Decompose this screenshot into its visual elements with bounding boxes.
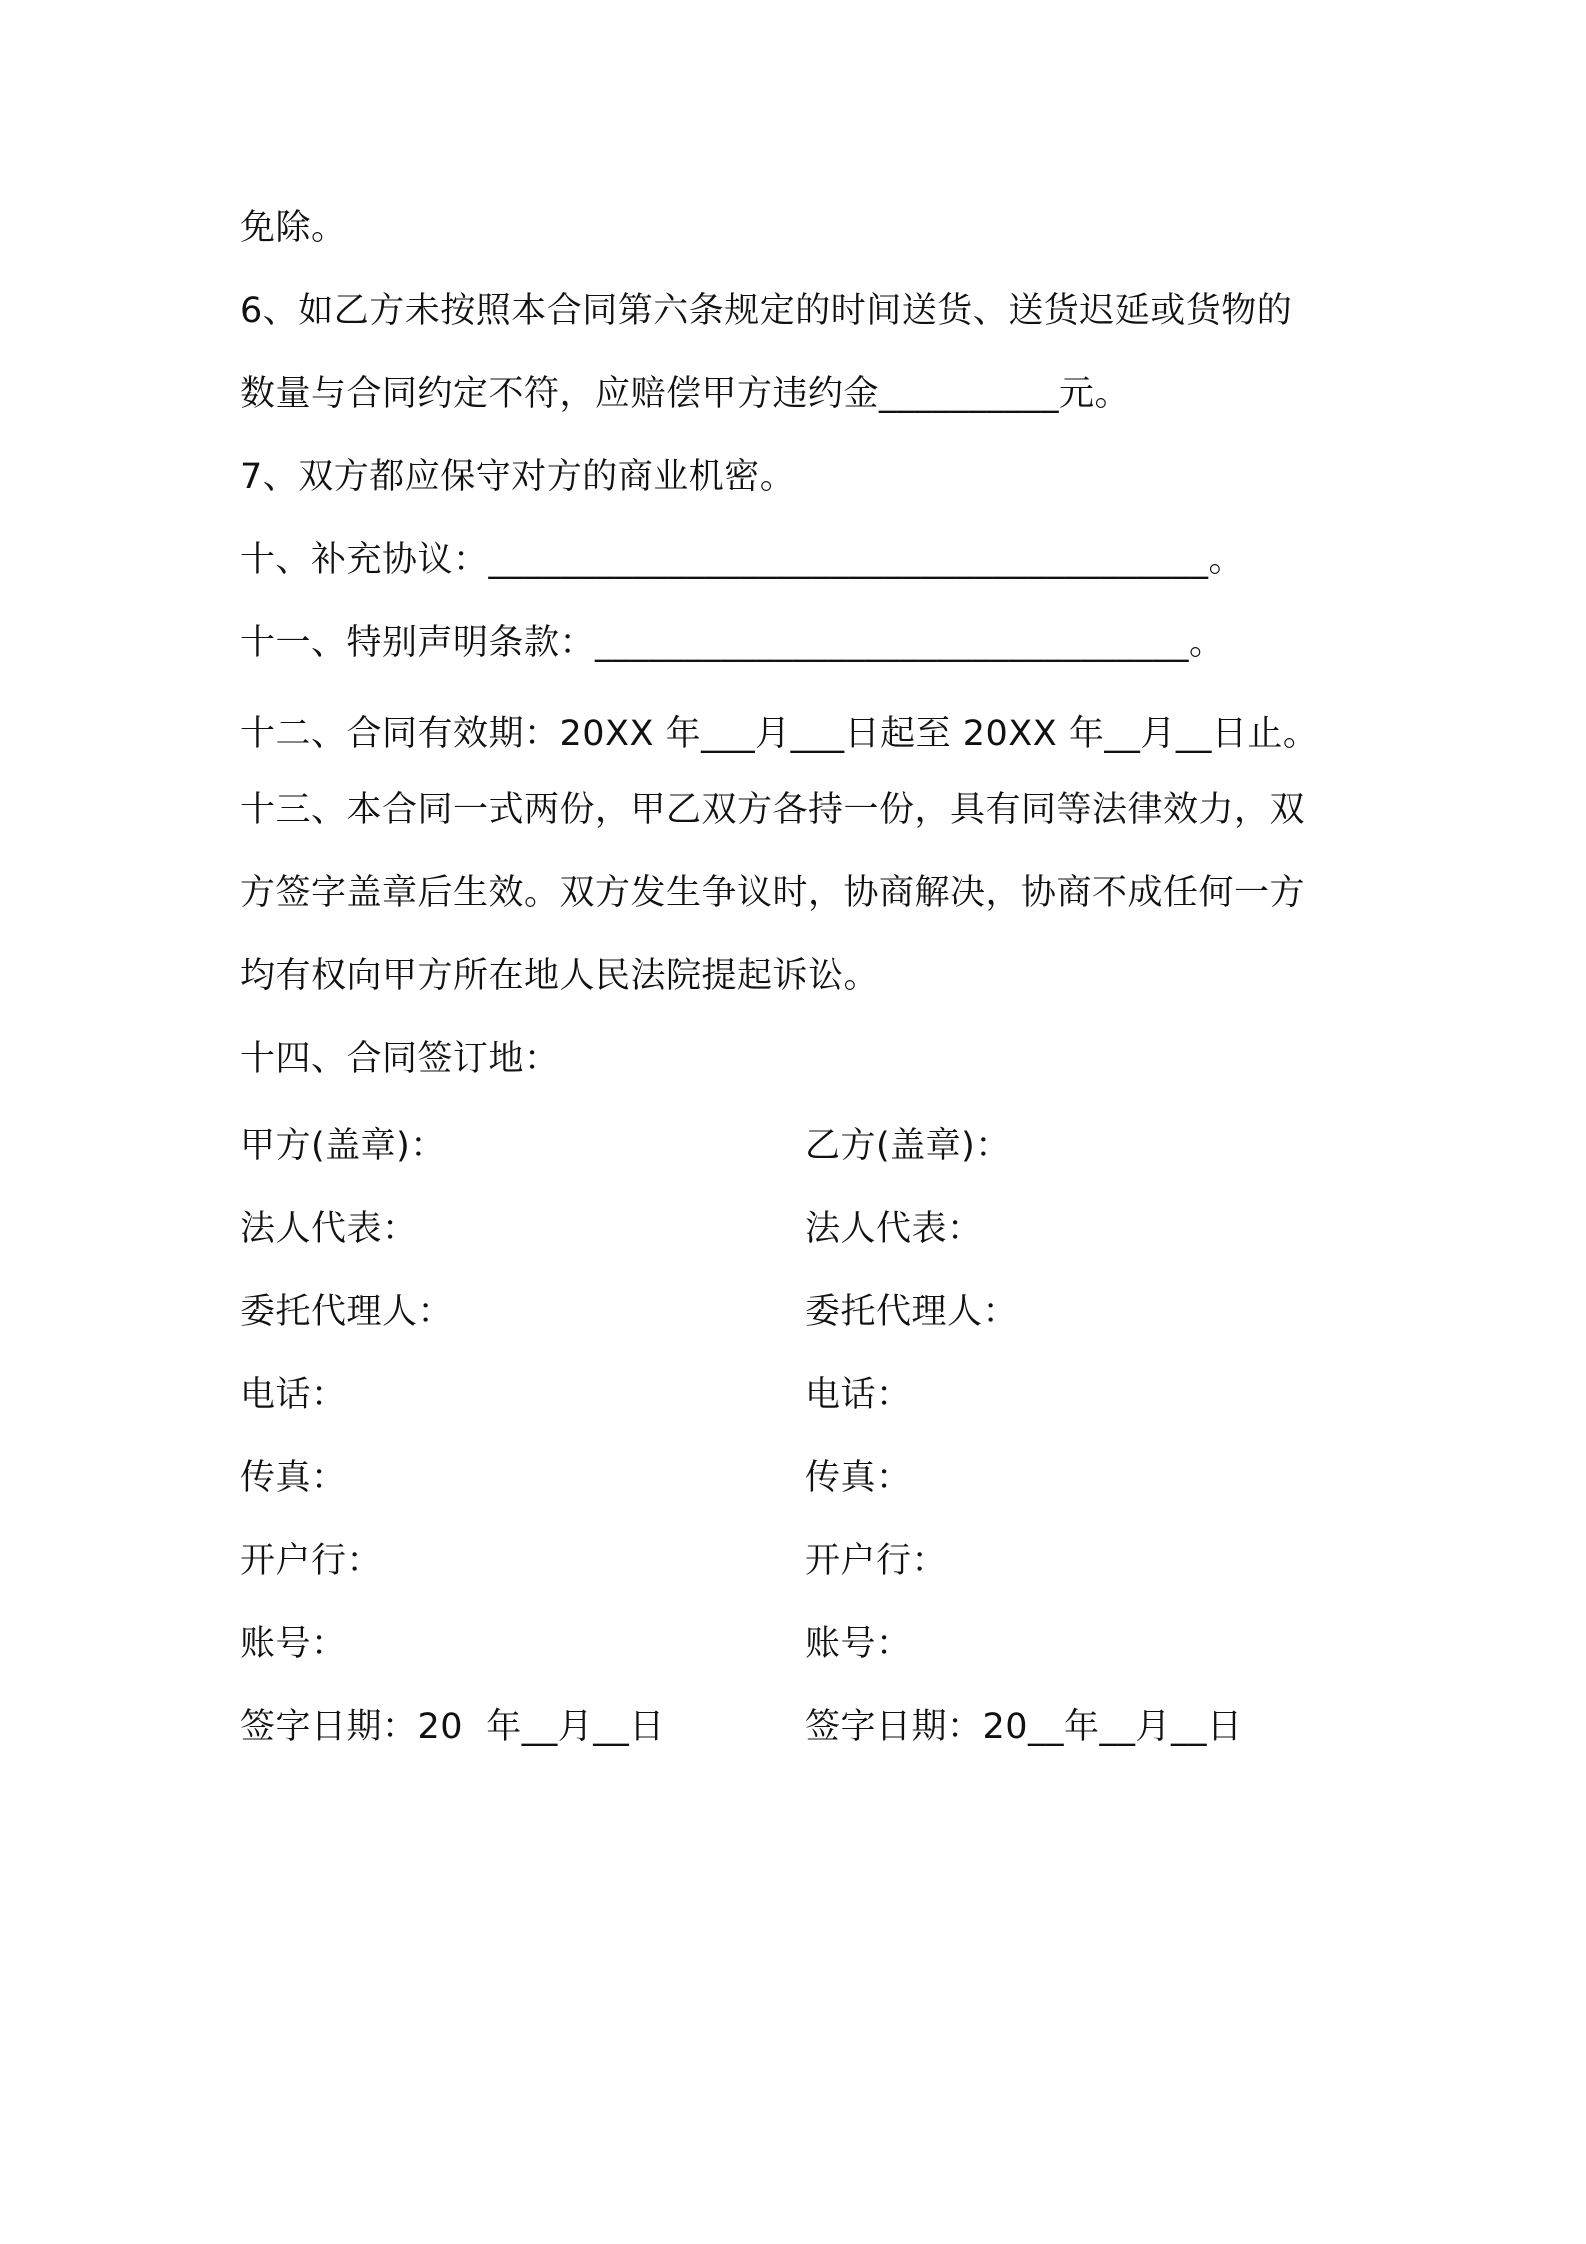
party-a-legal-rep: 法人代表： [240,1209,418,1249]
party-a-agent: 委托代理人： [240,1292,454,1332]
party-a-phone: 电话： [240,1375,347,1415]
party-b-phone: 电话： [805,1375,912,1415]
section-13-line-2: 方签字盖章后生效。双方发生争议时，协商解决，协商不成任何一方 [240,873,1306,913]
clause-6-line-2: 数量与合同约定不符，应赔偿甲方违约金__________元。 [240,374,1131,414]
section-11-special-statement: 十一、特别声明条款：_________________________________。 [240,623,1225,663]
party-a-seal: 甲方(盖章)： [240,1126,446,1166]
section-13-line-1: 十三、本合同一式两份，甲乙双方各持一份，具有同等法律效力，双 [240,790,1306,830]
section-12-validity: 十二、合同有效期：20XX 年___月___日起至 20XX 年__月__日止。 [240,714,1319,754]
party-a-account: 账号： [240,1624,347,1664]
party-b-agent: 委托代理人： [805,1292,1019,1332]
section-14-place: 十四、合同签订地： [240,1039,560,1079]
paragraph-exemption-end: 免除。 [240,208,347,248]
party-b-seal: 乙方(盖章)： [805,1126,1011,1166]
party-a-bank: 开户行： [240,1541,383,1581]
party-b-legal-rep: 法人代表： [805,1209,983,1249]
clause-7: 7、双方都应保守对方的商业机密。 [240,457,796,497]
party-a-sign-date: 签字日期：20 年__月__日 [240,1707,665,1747]
party-b-bank: 开户行： [805,1541,948,1581]
party-a-fax: 传真： [240,1458,347,1498]
section-13-line-3: 均有权向甲方所在地人民法院提起诉讼。 [240,956,880,996]
clause-6-line-1: 6、如乙方未按照本合同第六条规定的时间送货、送货迟延或货物的 [240,291,1293,331]
party-b-account: 账号： [805,1624,912,1664]
section-10-supplementary: 十、补充协议：________________________________________。 [240,540,1245,580]
party-b-fax: 传真： [805,1458,912,1498]
party-b-sign-date: 签字日期：20__年__月__日 [805,1707,1243,1747]
